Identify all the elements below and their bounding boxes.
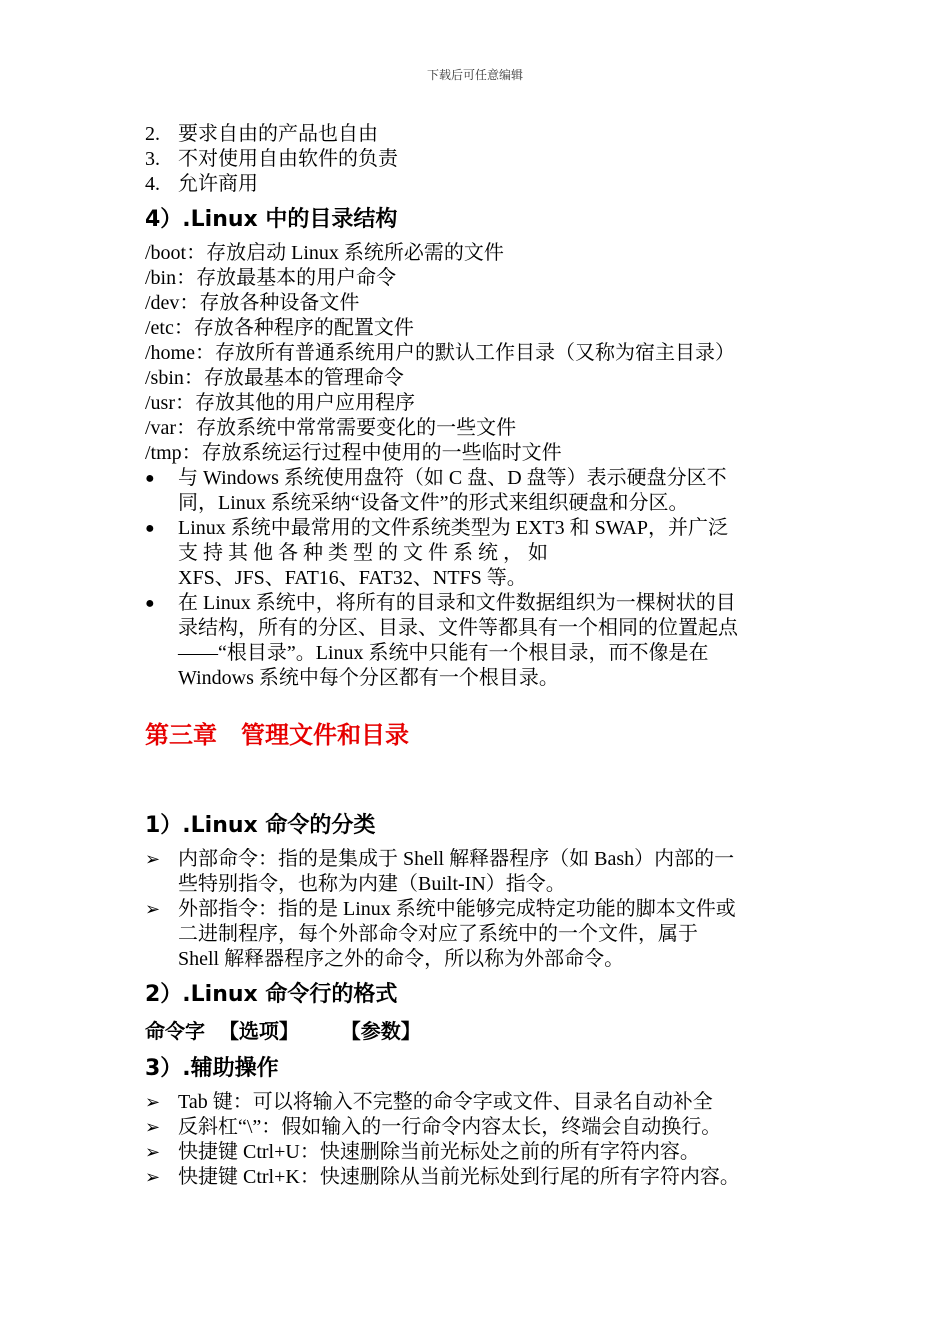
arrow-item bbox=[145, 897, 807, 972]
document-body bbox=[145, 122, 807, 1190]
arrow-text-line: 内部命令：指的是集成于 Shell 解释器程序（如 Bash）内部的一 bbox=[178, 848, 735, 870]
bullet-dot-icon: ● bbox=[145, 595, 155, 612]
directory-line: /bin：存放最基本的用户命令 bbox=[145, 267, 397, 289]
numbered-list bbox=[145, 122, 807, 197]
list-number: 4. bbox=[145, 173, 160, 195]
arrow-text-line: 些特别指令，也称为内建（Built-IN）指令。 bbox=[178, 873, 566, 895]
bullet-text-line: 同，Linux 系统采纳“设备文件”的形式来组织硬盘和分区。 bbox=[178, 492, 689, 514]
bullet-item bbox=[145, 516, 807, 591]
arrow-text-line: 二进制程序，每个外部命令对应了系统中的一个文件，属于 bbox=[178, 923, 698, 945]
section-heading-auxiliary-ops: 3）.辅助操作 bbox=[145, 1056, 279, 1081]
syntax-options: 【选项】 bbox=[218, 1019, 299, 1043]
bullet-text-line: 录结构，所有的分区、目录、文件等都具有一个相同的位置起点 bbox=[178, 617, 738, 639]
arrow-item bbox=[145, 1140, 807, 1165]
directory-line: /usr：存放其他的用户应用程序 bbox=[145, 392, 415, 414]
bullet-text-line: Windows 系统中每个分区都有一个根目录。 bbox=[178, 667, 559, 689]
directory-line: /dev：存放各种设备文件 bbox=[145, 292, 360, 314]
section-heading-command-types: 1）.Linux 命令的分类 bbox=[145, 813, 376, 838]
arrow-item bbox=[145, 847, 807, 897]
bullet-dot-icon: ● bbox=[145, 470, 155, 487]
list-item bbox=[145, 122, 807, 147]
list-text: 要求自由的产品也自由 bbox=[178, 123, 378, 145]
directory-line: /home：存放所有普通系统用户的默认工作目录（又称为宿主目录） bbox=[145, 342, 735, 364]
bullet-text-line: 与 Windows 系统使用盘符（如 C 盘、D 盘等）表示硬盘分区不 bbox=[178, 467, 727, 489]
bullet-text-line: XFS、JFS、FAT16、FAT32、NTFS 等。 bbox=[178, 567, 527, 589]
directory-line: /etc：存放各种程序的配置文件 bbox=[145, 317, 414, 339]
directory-line: /var：存放系统中常常需要变化的一些文件 bbox=[145, 417, 517, 439]
syntax-params: 【参数】 bbox=[340, 1019, 421, 1043]
arrow-item bbox=[145, 1090, 807, 1115]
arrow-text-line: 反斜杠“\”：假如输入的一行命令内容太长，终端会自动换行。 bbox=[178, 1116, 722, 1138]
chapter-title bbox=[145, 719, 807, 751]
section-heading-directory-structure: 4）.Linux 中的目录结构 bbox=[145, 207, 398, 232]
bullet-text-line: 在 Linux 系统中，将所有的目录和文件数据组织为一棵树状的目 bbox=[178, 592, 736, 614]
arrow-text-line: Tab 键：可以将输入不完整的命令字或文件、目录名自动补全 bbox=[178, 1091, 713, 1113]
directory-line: /sbin：存放最基本的管理命令 bbox=[145, 367, 404, 389]
list-text: 不对使用自由软件的负责 bbox=[178, 148, 398, 170]
arrow-bullet-icon: ➢ bbox=[145, 899, 161, 919]
arrow-bullet-icon: ➢ bbox=[145, 1092, 161, 1112]
arrow-item bbox=[145, 1115, 807, 1140]
bullet-text-line: Linux 系统中最常用的文件系统类型为 EXT3 和 SWAP，并广泛 bbox=[178, 517, 728, 539]
arrow-bullet-icon: ➢ bbox=[145, 849, 161, 869]
bullet-dot-icon: ● bbox=[145, 520, 155, 537]
arrow-bullet-icon: ➢ bbox=[145, 1117, 161, 1137]
directory-line: /boot：存放启动 Linux 系统所必需的文件 bbox=[145, 242, 504, 264]
arrow-text-line: 外部指令：指的是 Linux 系统中能够完成特定功能的脚本文件或 bbox=[178, 898, 736, 920]
list-number: 3. bbox=[145, 148, 160, 170]
command-type-list bbox=[145, 847, 807, 972]
chapter-name: 管理文件和目录 bbox=[241, 721, 409, 749]
command-syntax bbox=[145, 1016, 807, 1046]
section-heading-command-format: 2）.Linux 命令行的格式 bbox=[145, 982, 398, 1007]
aux-op-list bbox=[145, 1090, 807, 1190]
list-item bbox=[145, 172, 807, 197]
directory-list bbox=[145, 241, 807, 466]
page-header: 下载后可任意编辑 bbox=[426, 68, 523, 82]
syntax-command: 命令字 bbox=[145, 1019, 205, 1043]
chapter-number: 第三章 bbox=[145, 721, 217, 749]
bullet-item bbox=[145, 591, 807, 691]
arrow-item bbox=[145, 1165, 807, 1190]
arrow-text-line: 快捷键 Ctrl+U：快速删除当前光标处之前的所有字符内容。 bbox=[178, 1141, 700, 1163]
list-item bbox=[145, 147, 807, 172]
list-text: 允许商用 bbox=[178, 173, 258, 195]
bullet-text-line: 支 持 其 他 各 种 类 型 的 文 件 系 统 ， 如 bbox=[178, 542, 548, 564]
arrow-bullet-icon: ➢ bbox=[145, 1167, 161, 1187]
arrow-bullet-icon: ➢ bbox=[145, 1142, 161, 1162]
list-number: 2. bbox=[145, 123, 160, 145]
bullet-list bbox=[145, 466, 807, 691]
directory-line: /tmp：存放系统运行过程中使用的一些临时文件 bbox=[145, 442, 562, 464]
arrow-text-line: Shell 解释器程序之外的命令，所以称为外部命令。 bbox=[178, 948, 625, 970]
arrow-text-line: 快捷键 Ctrl+K：快速删除从当前光标处到行尾的所有字符内容。 bbox=[178, 1166, 740, 1188]
bullet-item bbox=[145, 466, 807, 516]
bullet-text-line: ——“根目录”。Linux 系统中只能有一个根目录，而不像是在 bbox=[178, 642, 709, 664]
